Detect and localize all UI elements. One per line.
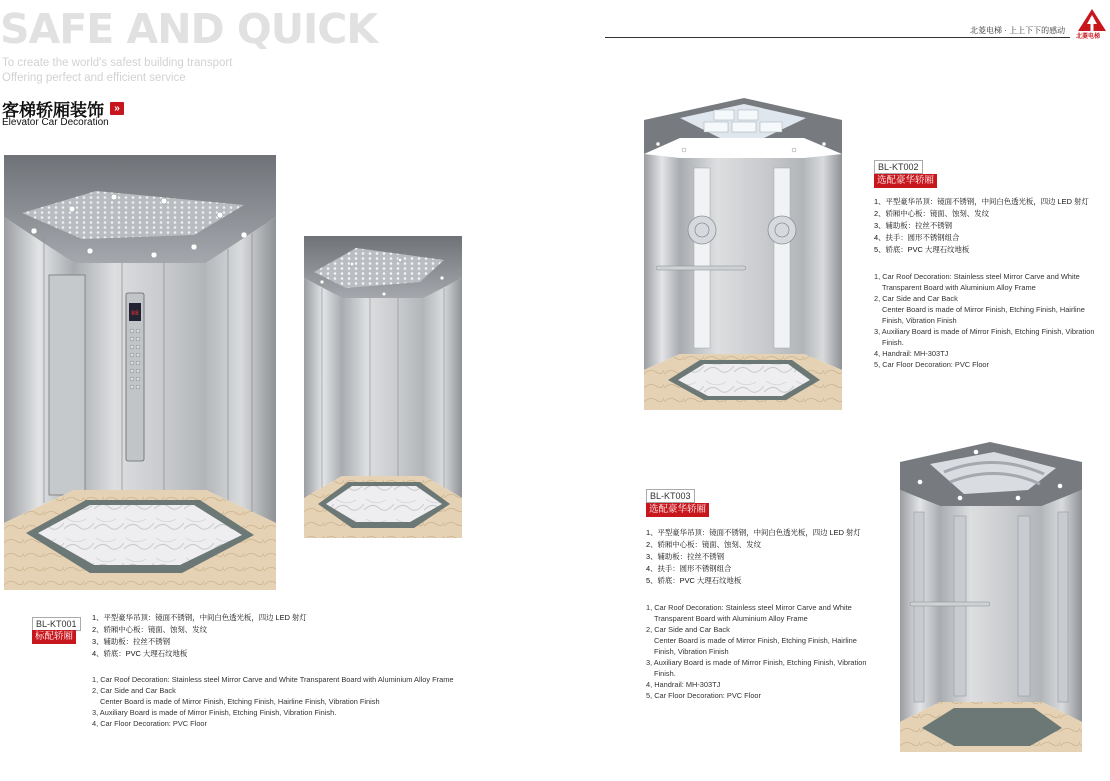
car-specs-cn-bl-kt002 <box>874 196 1089 256</box>
header-divider <box>605 37 1070 38</box>
double-chevron-right-icon: » <box>110 102 124 115</box>
spec-line: 4、扶手：圆形不锈钢组合 <box>874 233 960 242</box>
section-title-en: Elevator Car Decoration <box>2 117 109 128</box>
tagline-2: Offering perfect and efficient service <box>2 72 186 84</box>
car-code-bl-kt002: BL-KT002 <box>874 160 923 174</box>
section-title-cn-text: 客梯轿厢装饰 <box>2 101 104 120</box>
car-specs-en-bl-kt003 <box>646 602 866 701</box>
spec-en-line: 5, Car Floor Decoration: PVC Floor <box>646 691 762 700</box>
spec-line: 5、轿底：PVC 大理石纹地板 <box>874 245 970 254</box>
car-type-label-bl-kt001: 标配轿厢 <box>32 630 76 644</box>
spec-en-line: Center Board is made of Mirror Finish, Etching Finish, Hairline Finish, Vibration Finish <box>100 697 380 706</box>
spec-en-line: 3, Auxiliary Board is made of Mirror Finish, Etching Finish, Vibration <box>874 327 1095 336</box>
spec-en-line: 3, Auxiliary Board is made of Mirror Finish, Etching Finish, Vibration <box>646 658 867 667</box>
spec-en-line: 2, Car Side and Car Back <box>874 294 958 303</box>
car-image-bl-kt001-alt <box>304 236 462 538</box>
spec-line: 3、辅助板：拉丝不锈钢 <box>874 221 953 230</box>
spec-line: 4、扶手：圆形不锈钢组合 <box>646 564 732 573</box>
spec-line: 1、平型豪华吊顶：镜面不锈钢，中间白色透光板，四边 LED 射灯 <box>92 613 307 622</box>
car-specs-cn-bl-kt001 <box>92 612 307 660</box>
spec-line: 1、平型豪华吊顶：镜面不锈钢，中间白色透光板，四边 LED 射灯 <box>874 197 1089 206</box>
car-specs-cn-bl-kt003 <box>646 527 861 587</box>
spec-en-line: Transparent Board with Aluminium Alloy Frame <box>882 283 1036 292</box>
spec-line: 3、辅助板：拉丝不锈钢 <box>646 552 725 561</box>
spec-en-line: 1, Car Roof Decoration: Stainless steel Mirror Carve and White <box>874 272 1080 281</box>
spec-en-line: 2, Car Side and Car Back <box>646 625 730 634</box>
spec-en-line: 1, Car Roof Decoration: Stainless steel Mirror Carve and White Transparent Board with Aluminium Alloy Frame <box>92 675 454 684</box>
spec-en-line: 3, Auxiliary Board is made of Mirror Finish, Etching Finish, Vibration Finish. <box>92 708 337 717</box>
hero-title: SAFE AND QUICK <box>0 5 378 53</box>
car-specs-en-bl-kt002 <box>874 271 1094 370</box>
spec-en-line: Finish. <box>882 338 904 347</box>
spec-en-line: 4, Handrail: MH-303TJ <box>646 680 721 689</box>
spec-en-line: Center Board is made of Mirror Finish, Etching Finish, Hairline <box>654 636 857 645</box>
spec-line: 4、轿底：PVC 大理石纹地板 <box>92 649 188 658</box>
car-code-bl-kt001: BL-KT001 <box>32 617 81 631</box>
spec-line: 2、轿厢中心板：镜面、蚀刻、发纹 <box>92 625 207 634</box>
brand-slogan: 北菱电梯 · 上上下下的感动 <box>970 26 1066 35</box>
spec-en-line: Center Board is made of Mirror Finish, Etching Finish, Hairline <box>882 305 1085 314</box>
spec-en-line: 4, Handrail: MH-303TJ <box>874 349 949 358</box>
car-type-label-bl-kt002: 选配豪华轿厢 <box>874 174 937 188</box>
spec-line: 5、轿底：PVC 大理石纹地板 <box>646 576 742 585</box>
spec-line: 1、平型豪华吊顶：镜面不锈钢，中间白色透光板，四边 LED 射灯 <box>646 528 861 537</box>
spec-en-line: 5, Car Floor Decoration: PVC Floor <box>874 360 990 369</box>
spec-en-line: 1, Car Roof Decoration: Stainless steel Mirror Carve and White <box>646 603 852 612</box>
spec-line: 3、辅助板：拉丝不锈钢 <box>92 637 171 646</box>
brand-logo-text: 北菱电梯 <box>1076 34 1101 40</box>
car-specs-en-bl-kt001 <box>92 674 453 729</box>
spec-en-line: Transparent Board with Aluminium Alloy Frame <box>654 614 808 623</box>
spec-line: 2、轿厢中心板：镜面、蚀刻、发纹 <box>646 540 761 549</box>
car-type-label-bl-kt003: 选配豪华轿厢 <box>646 503 709 517</box>
car-image-bl-kt002 <box>644 98 842 410</box>
tagline-1: To create the world's safest building transport <box>2 57 233 69</box>
spec-en-line: Finish. <box>654 669 676 678</box>
car-image-bl-kt001 <box>4 155 276 590</box>
spec-en-line: Finish, Vibration Finish <box>654 647 729 656</box>
spec-en-line: 2, Car Side and Car Back <box>92 686 176 695</box>
car-code-bl-kt003: BL-KT003 <box>646 489 695 503</box>
spec-en-line: Finish, Vibration Finish <box>882 316 957 325</box>
spec-line: 2、轿厢中心板：镜面、蚀刻、发纹 <box>874 209 989 218</box>
svg-text:88: 88 <box>131 310 139 317</box>
car-image-bl-kt003 <box>900 442 1082 752</box>
spec-en-line: 4, Car Floor Decoration: PVC Floor <box>92 719 208 728</box>
